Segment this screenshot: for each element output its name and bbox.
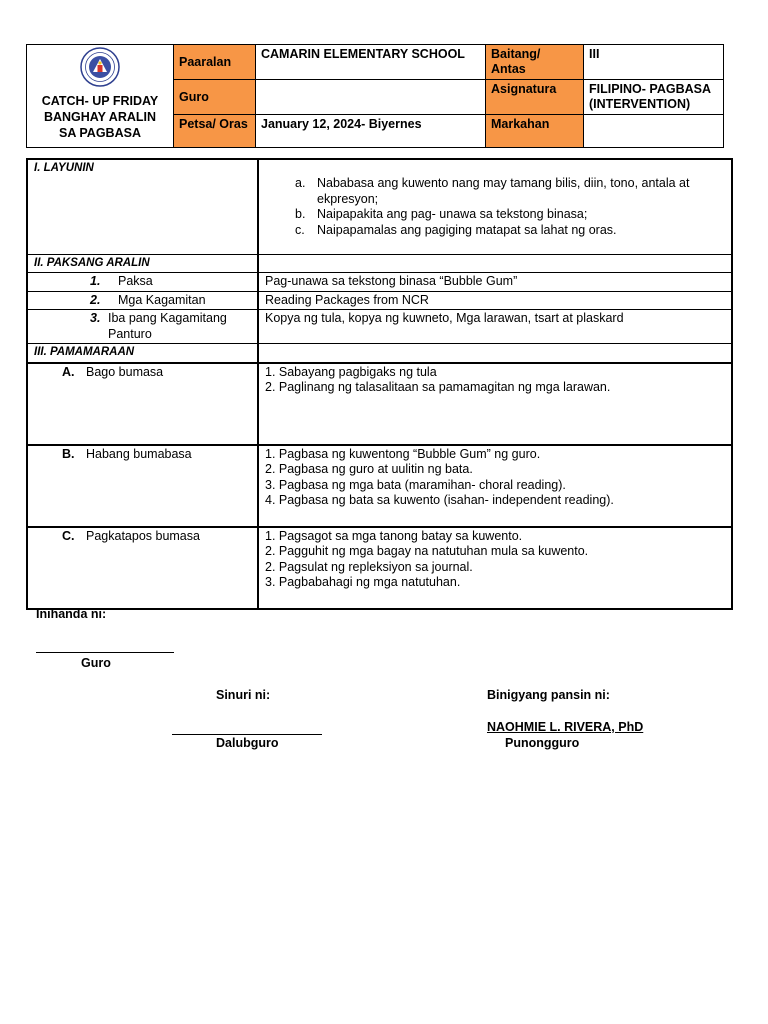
step-item: 2. Pagguhit ng mga bagay na natutuhan mula sa kuwento. [265,544,589,558]
step-item: 2. Pagbasa ng guro at uulitin ng bata. [265,462,473,476]
header-table [26,44,724,148]
iba-pang-kagamitan-value: Kopya ng tula, kopya ng kuwneto, Mga larawan, tsart at plaskard [258,310,732,344]
sinuri-label: Sinuri ni: [216,688,271,702]
layunin-items [258,159,732,254]
pagkatapos-bumasa-label-cell: C. Pagkatapos bumasa [27,527,258,609]
pagkatapos-bumasa-steps [258,527,732,609]
step-item: 1. Pagbasa ng kuwentong “Bubble Gum” ng guro. [265,446,541,461]
step-item: 3. Pagbasa ng mga bata (maramihan- choral reading). [265,477,566,492]
guro-value [256,80,486,115]
guro-signature-label: Guro [81,656,111,670]
asignatura-label: Asignatura [486,80,584,115]
paaralan-value: CAMARIN ELEMENTARY SCHOOL [256,45,486,80]
header-title-cell [27,45,174,148]
kagamitan-value: Reading Packages from NCR [258,291,732,310]
pamamaraan-heading: III. PAMAMARAAN [27,344,258,363]
bago-bumasa-label-cell: A. Bago bumasa [27,363,258,445]
bago-bumasa-steps [258,363,732,445]
paksa-value: Pag-unawa sa tekstong binasa “Bubble Gum” [258,273,732,292]
layunin-item: c. Naipapamalas ang pagiging matapat sa lahat ng oras. [295,222,617,237]
iba-pang-kagamitan-label-cell: 3. Iba pang Kagamitang Panturo [27,310,258,344]
step-item: 2. Pagsulat ng repleksiyon sa journal. [265,559,473,574]
punongguro-label: Punongguro [505,736,580,750]
header-title-line-1: CATCH- UP FRIDAY [41,94,159,108]
layunin-heading: I. LAYUNIN [27,159,258,254]
step-item: 4. Pagbasa ng bata sa kuwento (isahan- independent reading). [265,493,614,507]
petsa-value: January 12, 2024- Biyernes [256,115,486,148]
dalubguro-signature-line [172,734,322,735]
markahan-value [584,115,724,148]
paksa-label-cell: 1. Paksa [27,273,258,292]
habang-bumabasa-label-cell: B. Habang bumabasa [27,445,258,527]
kagamitan-label-cell: 2. Mga Kagamitan [27,291,258,310]
step-item: 2. Paglinang ng talasalitaan sa pamamagitan ng mga larawan. [265,380,611,394]
layunin-item: b. Naipapakita ang pag- unawa sa tekstong binasa; [295,207,588,221]
asignatura-value: FILIPINO- PAGBASA (INTERVENTION) [584,80,724,115]
header-title-line-2: BANGHAY ARALIN [43,110,157,124]
paksang-aralin-heading: II. PAKSANG ARALIN [27,254,258,273]
layunin-item: a. Nababasa ang kuwento nang may tamang bilis, diin, tono, antala at ekpresyon; [295,176,690,206]
petsa-label: Petsa/ Oras [174,115,256,148]
baitang-value: III [584,45,724,80]
habang-bumabasa-steps [258,445,732,527]
binigyang-pansin-label: Binigyang pansin ni: [487,688,610,702]
inihanda-label: Inihanda ni: [36,607,107,621]
baitang-label: Baitang/ Antas [486,45,584,80]
step-item: 1. Pagsagot sa mga tanong batay sa kuwento. [265,528,523,543]
step-item: 1. Sabayang pagbigaks ng tula [265,364,437,379]
principal-name: NAOHMIE L. RIVERA, PhD [487,720,644,734]
paaralan-label: Paaralan [174,45,256,80]
deped-seal-icon [80,47,120,87]
dalubguro-label: Dalubguro [216,736,279,750]
lesson-table [26,158,733,610]
markahan-label: Markahan [486,115,584,148]
header-title-line-3: SA PAGBASA [59,126,141,140]
guro-label: Guro [174,80,256,115]
guro-signature-line [36,652,174,653]
step-item: 3. Pagbabahagi ng mga natutuhan. [265,575,461,589]
